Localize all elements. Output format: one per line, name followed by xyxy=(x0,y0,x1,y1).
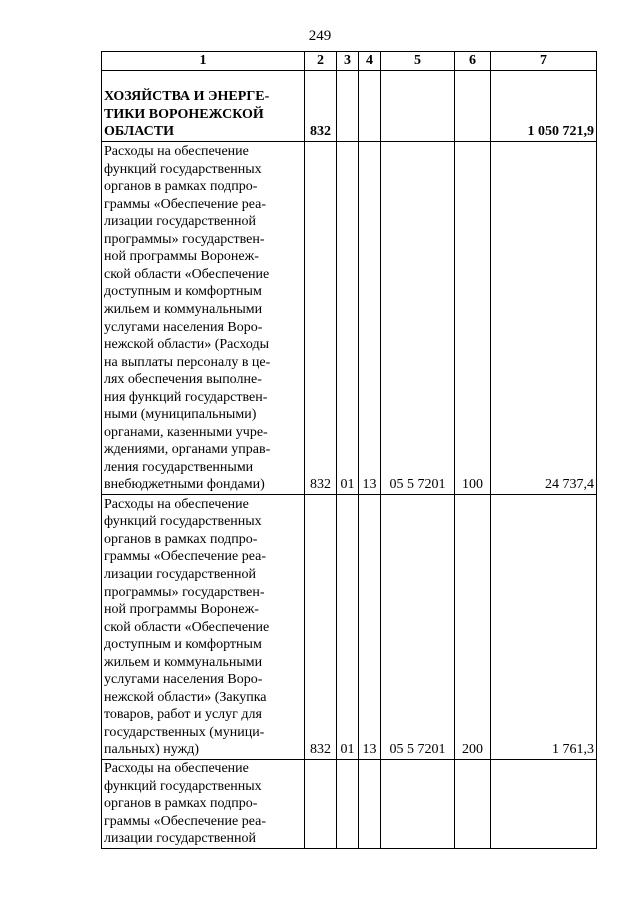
row-subsection-code: 13 xyxy=(359,142,381,495)
row-department-code: 832 xyxy=(305,71,337,142)
row-expense-type: 200 xyxy=(455,495,491,760)
row-target-article: 05 5 7201 xyxy=(381,495,455,760)
row-name: Расходы на обеспечение функций государственных органов в рамках подпро- граммы «Обеспечение реа- лизации государственной программы» государствен- ной программы Воронеж- ской области «Обеспечение доступным и комфортным жильем и коммунальными услугами населения Воро- нежской области» (Закупка товаров, работ и услуг для государственных (муници- пальных) нужд) xyxy=(102,495,305,760)
row-section-code xyxy=(337,71,359,142)
row-amount xyxy=(491,760,597,849)
table-header-row xyxy=(102,52,597,71)
row-expense-type: 100 xyxy=(455,142,491,495)
row-amount: 1 761,3 xyxy=(491,495,597,760)
row-department-code xyxy=(305,760,337,849)
row-name: ХОЗЯЙСТВА И ЭНЕРГЕ- ТИКИ ВОРОНЕЖСКОЙ ОБЛАСТИ xyxy=(102,71,305,142)
row-target-article: 05 5 7201 xyxy=(381,142,455,495)
column-header-target-article: 5 xyxy=(381,52,455,71)
row-name: Расходы на обеспечение функций государственных органов в рамках подпро- граммы «Обеспечение реа- лизации государственной xyxy=(102,760,305,849)
budget-table xyxy=(101,51,597,849)
row-target-article xyxy=(381,760,455,849)
row-section-code xyxy=(337,760,359,849)
row-amount: 24 737,4 xyxy=(491,142,597,495)
row-expense-type xyxy=(455,71,491,142)
table-row xyxy=(102,760,597,849)
row-section-code: 01 xyxy=(337,495,359,760)
row-amount: 1 050 721,9 xyxy=(491,71,597,142)
row-expense-type xyxy=(455,760,491,849)
row-subsection-code: 13 xyxy=(359,495,381,760)
page-number: 249 xyxy=(308,28,332,44)
column-header-name: 1 xyxy=(102,52,305,71)
row-department-code: 832 xyxy=(305,142,337,495)
row-subsection-code xyxy=(359,71,381,142)
row-target-article xyxy=(381,71,455,142)
column-header-amount: 7 xyxy=(491,52,597,71)
row-section-code: 01 xyxy=(337,142,359,495)
table-row xyxy=(102,71,597,142)
column-header-department: 2 xyxy=(305,52,337,71)
table-row xyxy=(102,495,597,760)
row-subsection-code xyxy=(359,760,381,849)
column-header-expense-type: 6 xyxy=(455,52,491,71)
table-row xyxy=(102,142,597,495)
row-name: Расходы на обеспечение функций государственных органов в рамках подпро- граммы «Обеспечение реа- лизации государственной программы» государствен- ной программы Воронеж- ской области «Обеспечение доступным и комфортным жильем и коммунальными услугами населения Воро- нежской области» (Расходы на выплаты персоналу в це- лях обеспечения выполне- ния функций государствен- ными (муниципальными) органами, казенными учре- ждениями, органами управ- ления государственными внебюджетными фондами) xyxy=(102,142,305,495)
column-header-section: 3 xyxy=(337,52,359,71)
column-header-subsection: 4 xyxy=(359,52,381,71)
row-department-code: 832 xyxy=(305,495,337,760)
